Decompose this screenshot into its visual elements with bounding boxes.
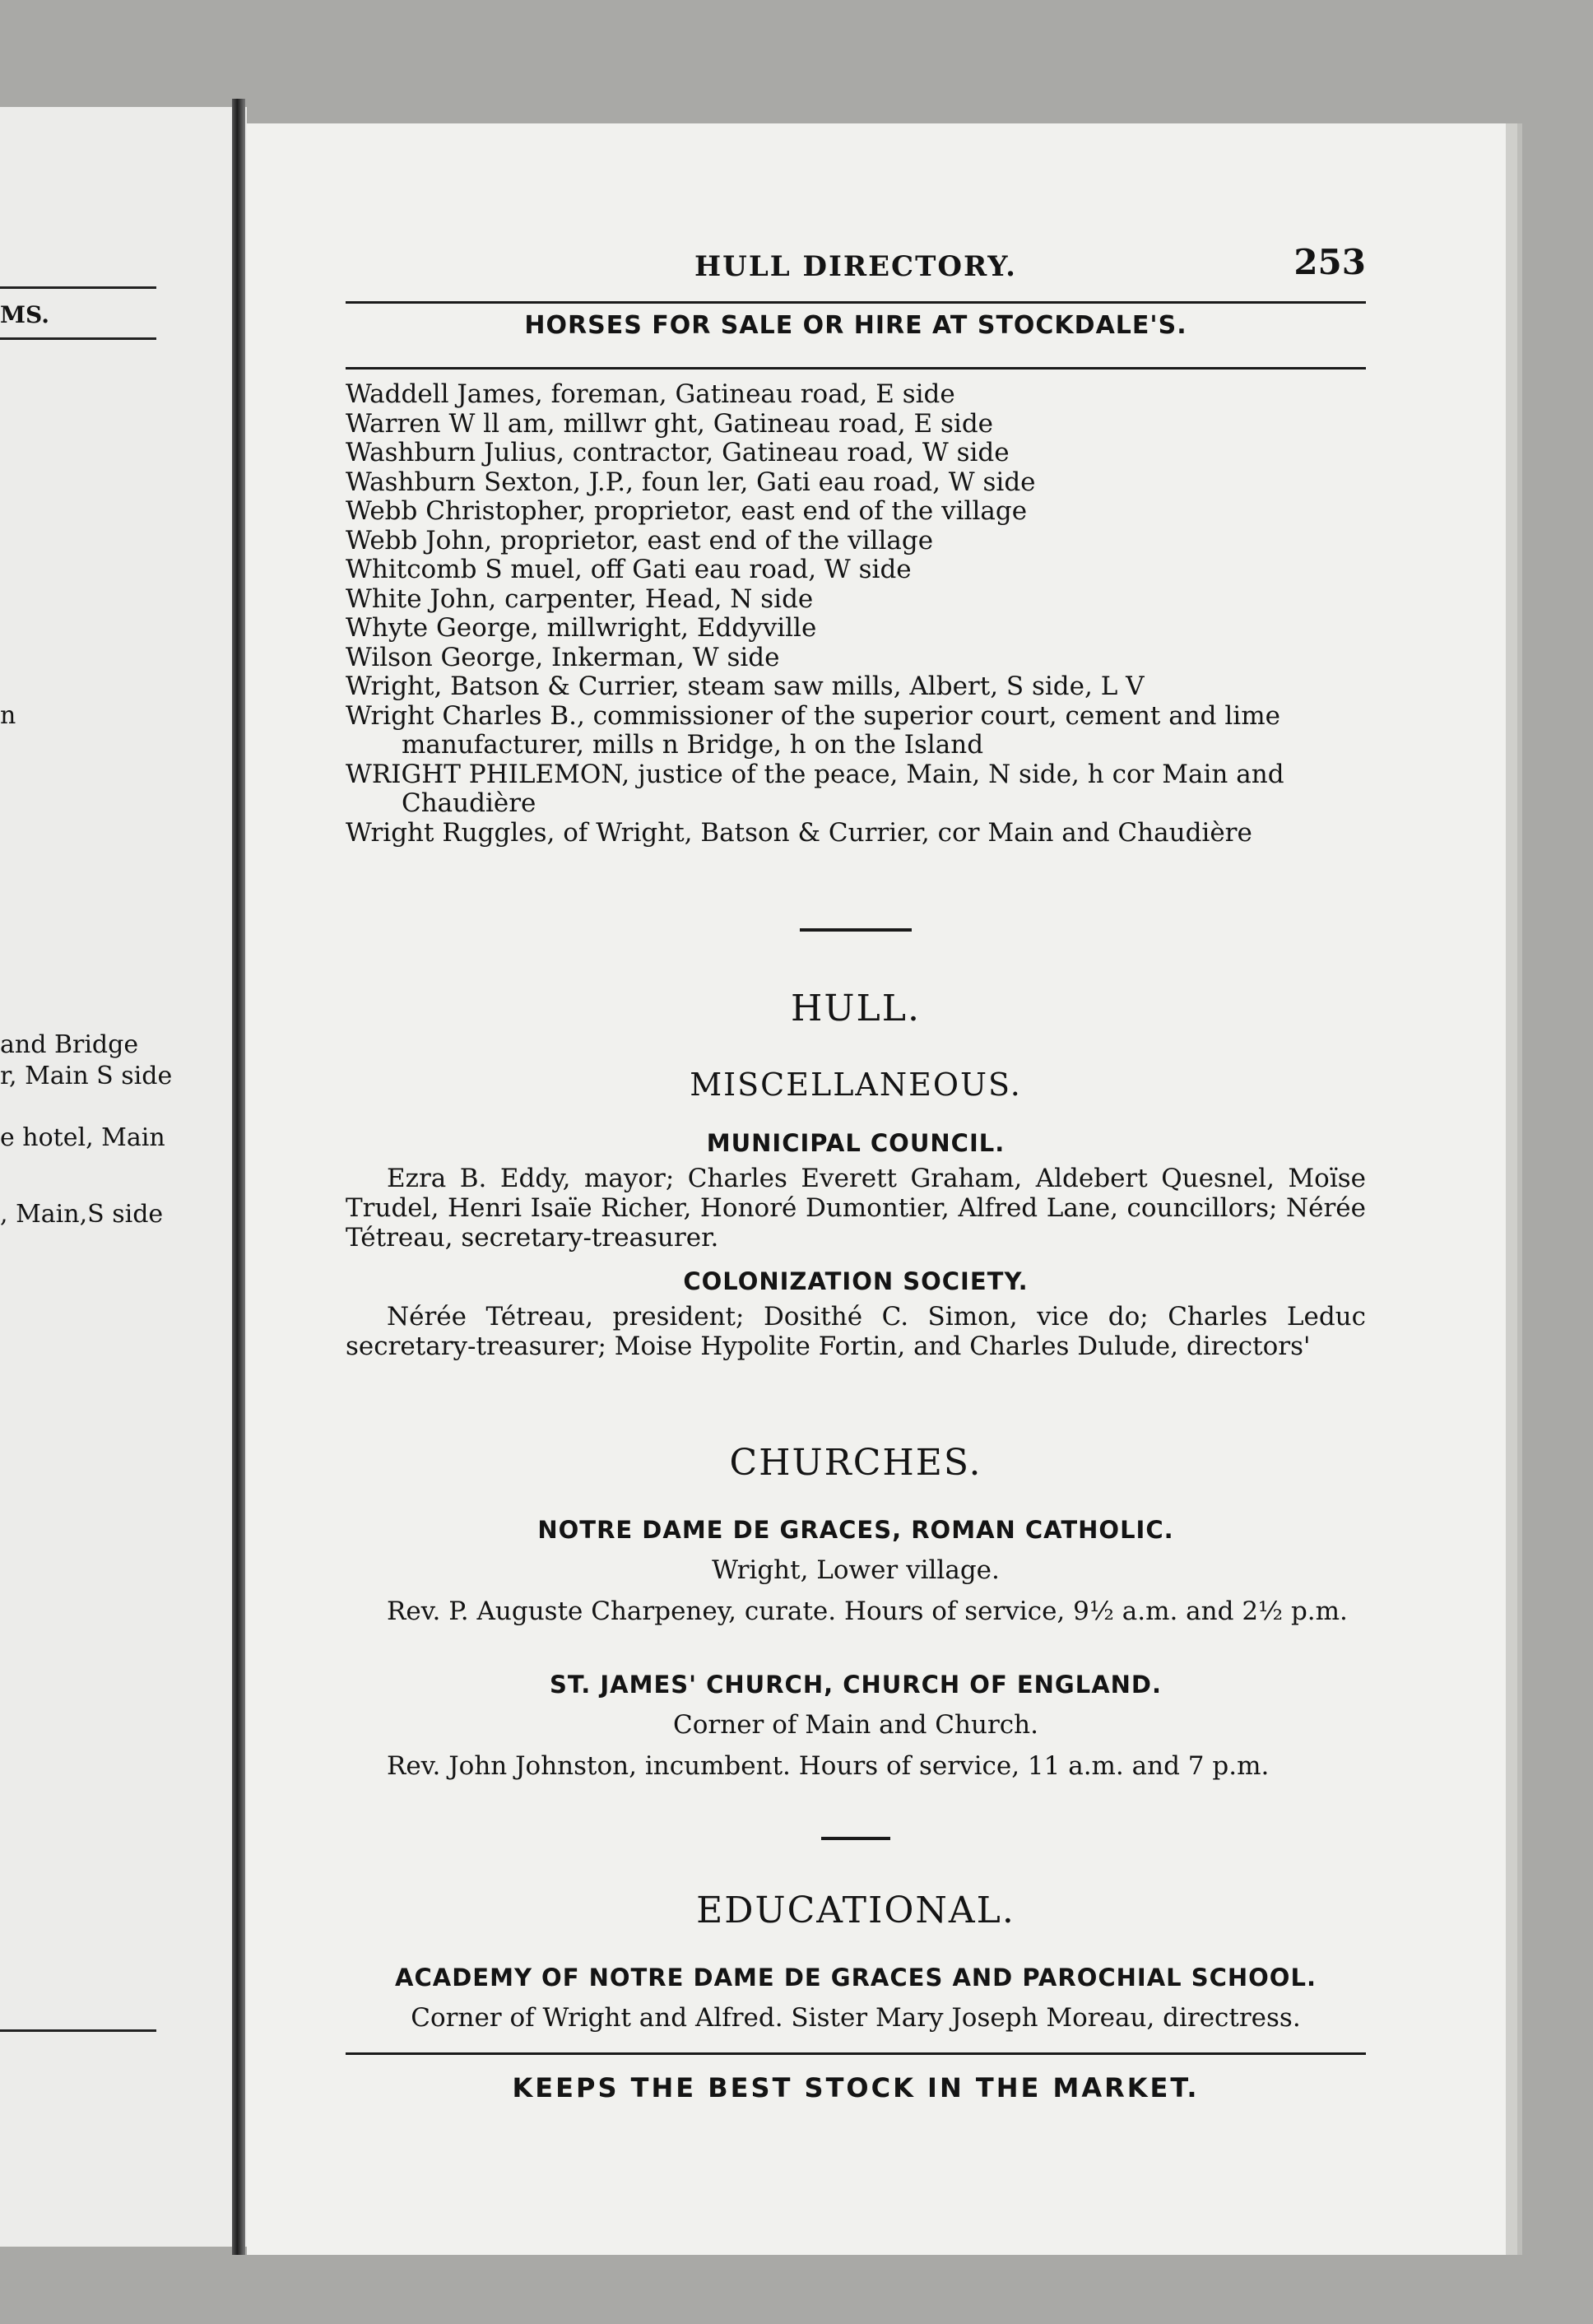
list-item: Wright Charles B., commissioner of the superior court, cement and lime manufacturer, mills n Bridge, h on the Island [346, 700, 1280, 760]
list-item: Warren W ll am, millwr ght, Gatineau road, E side [346, 408, 994, 439]
section-title-hull: HULL. [791, 988, 921, 1030]
left-page-rule [0, 286, 156, 289]
list-item: Washburn Julius, contractor, Gatineau road, W side [346, 438, 1010, 467]
left-page-text: and Bridge [0, 1030, 139, 1059]
list-item: Webb Christopher, proprietor, east end of the village [346, 496, 1028, 526]
section-title-miscellaneous: MISCELLANEOUS. [690, 1067, 1022, 1103]
subsection-title-academy: ACADEMY OF NOTRE DAME DE GRACES AND PAROCHIAL SCHOOL. [395, 1964, 1317, 1992]
left-page-rule [0, 2029, 156, 2032]
directory-page [247, 123, 1517, 2255]
bottom-advertisement: KEEPS THE BEST STOCK IN THE MARKET. [512, 2072, 1200, 2103]
list-item: Wright, Batson & Currier, steam saw mills, Albert, S side, L V [346, 672, 1145, 701]
section-divider [800, 928, 912, 932]
subsection-title-municipal: MUNICIPAL COUNCIL. [706, 1129, 1005, 1157]
left-page-fragment [0, 107, 247, 2247]
top-advertisement: HORSES FOR SALE OR HIRE AT STOCKDALE'S. [524, 311, 1187, 340]
list-item: Waddell James, foreman, Gatineau road, E side [346, 379, 955, 409]
left-page-text: , Main,S side [0, 1200, 164, 1229]
list-item: Washburn Sexton, J.P., foun ler, Gati eau road, W side [346, 467, 1036, 497]
header-rule [346, 301, 1366, 304]
section-title-educational: EDUCATIONAL. [696, 1889, 1015, 1931]
list-item: Webb John, proprietor, east end of the village [346, 525, 934, 555]
book-spine [232, 99, 245, 2255]
running-header [346, 242, 1366, 288]
subsection-title-notre-dame: NOTRE DAME DE GRACES, ROMAN CATHOLIC. [537, 1516, 1174, 1544]
list-item: Whyte George, millwright, Eddyville [346, 613, 817, 643]
left-page-text: n [0, 701, 16, 730]
ad-rule [346, 367, 1366, 370]
notre-dame-text: Rev. P. Auguste Charpeney, curate. Hours of service, 9½ a.m. and 2½ p.m. [387, 1597, 1348, 1626]
section-title-churches: CHURCHES. [729, 1442, 982, 1484]
directory-entries [346, 380, 1366, 848]
page-column [346, 123, 1366, 2255]
notre-dame-location: Wright, Lower village. [712, 1555, 1000, 1585]
list-item: Wilson George, Inkerman, W side [346, 642, 780, 672]
list-item: Wright Ruggles, of Wright, Batson & Currier, cor Main and Chaudière [346, 817, 1252, 848]
section-divider [821, 1837, 890, 1840]
st-james-location: Corner of Main and Church. [673, 1710, 1038, 1740]
page-title: HULL DIRECTORY. [694, 250, 1017, 283]
footer-rule [346, 2052, 1366, 2055]
subsection-title-st-james: ST. JAMES' CHURCH, CHURCH OF ENGLAND. [549, 1671, 1163, 1699]
left-page-text: r, Main S side [0, 1062, 173, 1090]
subsection-title-colonization: COLONIZATION SOCIETY. [683, 1267, 1029, 1295]
list-item: Whitcomb S muel, off Gati eau road, W side [346, 555, 912, 584]
left-page-rule [0, 337, 156, 340]
list-item: White John, carpenter, Head, N side [346, 583, 814, 614]
list-item: WRIGHT PHILEMON, justice of the peace, Main, N side, h cor Main and Chaudière [346, 759, 1284, 818]
academy-text: Corner of Wright and Alfred. Sister Mary Joseph Moreau, directress. [411, 2003, 1301, 2033]
st-james-text: Rev. John Johnston, incumbent. Hours of service, 11 a.m. and 7 p.m. [387, 1751, 1270, 1781]
left-page-text: e hotel, Main [0, 1123, 165, 1152]
page-number: 253 [1293, 242, 1366, 282]
colonization-society-text: Nérée Tétreau, president; Dosithé C. Simon, vice do; Charles Leduc secretary-treasurer; Moise Hypolite Fortin, and Charles Dulude, directors' [346, 1302, 1366, 1361]
left-page-heading: MS. [0, 301, 49, 328]
municipal-council-text: Ezra B. Eddy, mayor; Charles Everett Graham, Aldebert Quesnel, Moïse Trudel, Henri Isaïe Richer, Honoré Dumontier, Alfred Lane, councillors; Nérée Tétreau, secretary-treasurer. [346, 1164, 1366, 1253]
